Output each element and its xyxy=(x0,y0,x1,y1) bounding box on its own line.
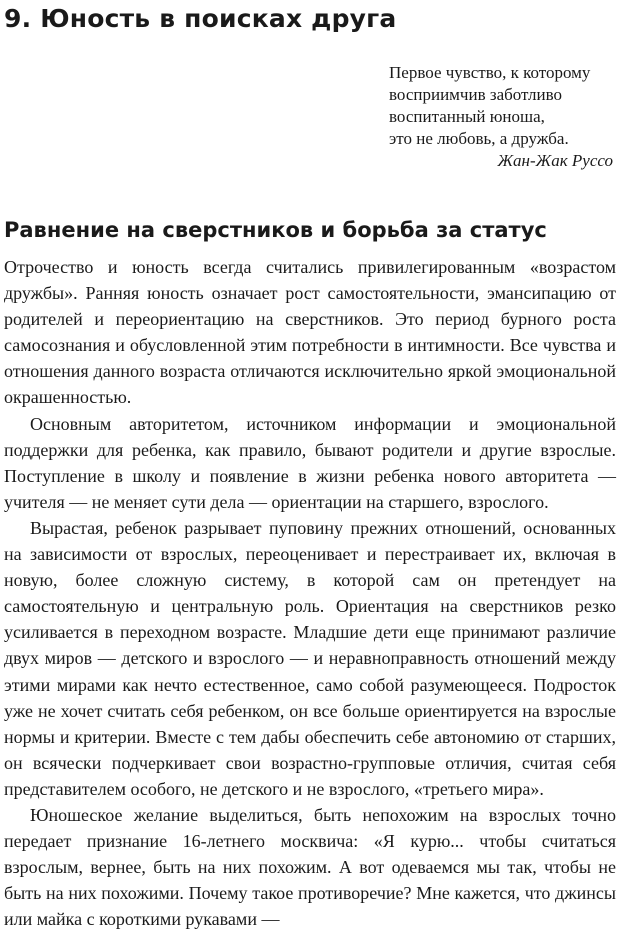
chapter-title: 9. Юность в поисках друга xyxy=(4,4,397,33)
paragraph: Вырастая, ребенок разрывает пуповину прежних отношений, основанных на зависимости от взрослых, переоценивает и перестраивает их, включая в новую, более сложную систему, в которой сам он претендует на самостоятельную и центральную роль. Ориентация на сверстников резко усиливается в переходном возрасте. Младшие дети еще принимают различие двух миров — детского и взрослого — и неравноправность отношений между этими мирами как нечто естественное, само собой разумеющееся. Подросток уже не хочет считать себя ребенком, он все больше ориентируется на взрослые нормы и критерии. Вместе с тем дабы обеспечить себе автономию от старших, он всячески подчеркивает свои возрастно-групповые отличия, считая себя представителем особого, не детского и не взрослого, «третьего мира». xyxy=(4,517,616,799)
epigraph xyxy=(389,62,617,172)
paragraph: Основным авторитетом, источником информации и эмоциональной поддержки для ребенка, как правило, бывают родители и другие взрослые. Поступление в школу и появление в жизни ребенка нового авторитета — учителя — не меняет сути дела — ориентации на старшего, взрослого. xyxy=(4,413,616,512)
epigraph-line: воспитанный юноша, xyxy=(389,107,545,126)
paragraph: Отрочество и юность всегда считались привилегированным «возрастом дружбы». Ранняя юность означает рост самостоятельности, эмансипацию от родителей и переориентацию на сверстников. Это период бурного роста самосознания и обусловленной этим потребности в интимности. Все чувства и отношения данного возраста отличаются исключительно яркой эмоциональной окрашенностью. xyxy=(4,257,616,408)
body-text xyxy=(4,254,616,930)
paragraph: Юношеское желание выделиться, быть непохожим на взрослых точно передает признание 16-летнего москвича: «Я курю... чтобы считаться взрослым, вернее, быть на них похожим. А вот одеваемся мы так, чтобы не быть на них похожими. Почему такое противоречие? Мне кажется, что джинсы или майка с короткими рукавами — xyxy=(4,804,616,930)
section-title: Равнение на сверстников и борьба за статус xyxy=(4,218,547,242)
epigraph-line: Первое чувство, к которому xyxy=(389,63,591,82)
epigraph-line: это не любовь, а дружба. xyxy=(389,129,569,148)
epigraph-line: восприимчив заботливо xyxy=(389,85,563,104)
epigraph-author: Жан-Жак Руссо xyxy=(497,151,613,170)
